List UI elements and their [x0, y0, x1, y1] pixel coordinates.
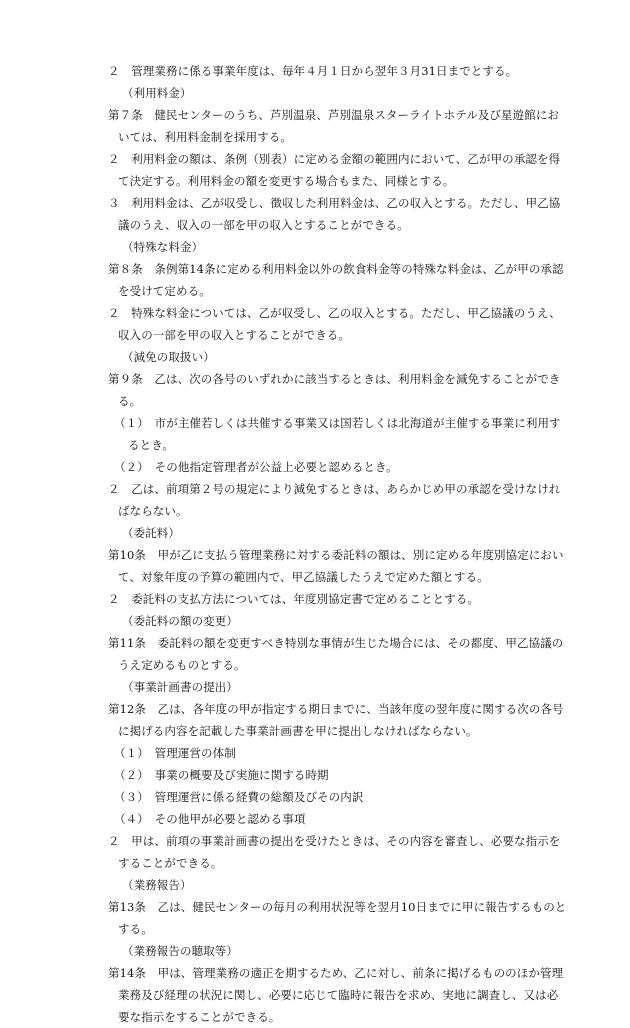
text-line: （２） 事業の概要及び実施に関する時期 [114, 768, 329, 782]
text-line: るとき。 [128, 438, 174, 452]
text-line: 第７条 健民センターのうち、芦別温泉、芦別温泉スターライトホテル及び星遊館にお [108, 108, 560, 122]
text-line: ２ 特殊な料金については、乙が収受し、乙の収入とする。ただし、甲乙協議のうえ、 [108, 306, 561, 320]
text-line: 第８条 条例第14条に定める利用料金以外の飲食料金等の特殊な料金は、乙が甲の承認 [108, 262, 564, 276]
text-line: に掲げる内容を記載した事業計画書を甲に提出しなければならない。 [118, 724, 478, 738]
text-line: ２ 乙は、前項第２号の規定により減免するときは、あらかじめ甲の承認を受けなけれ [108, 482, 561, 496]
text-line: 第12条 乙は、各年度の甲が指定する期日までに、当該年度の翌年度に関する次の各号 [108, 702, 564, 716]
text-line: うえ定めるものとする。 [118, 658, 246, 672]
text-line: ２ 利用料金の額は、条例（別表）に定める金額の範囲内において、乙が甲の承認を得 [108, 152, 561, 166]
text-line: 第10条 甲が乙に支払う管理業務に対する委託料の額は、別に定める年度別協定におい [108, 548, 564, 562]
article-caption: （特殊な料金） [122, 240, 204, 254]
text-line: る。 [118, 394, 142, 408]
text-line: ２ 委託料の支払方法については、年度別協定書で定めることとする。 [108, 592, 479, 606]
article-caption: （事業計画書の提出） [122, 680, 238, 694]
text-line: 業務及び経理の状況に関し、必要に応じて臨時に報告を求め、実地に調査し、又は必 [118, 988, 559, 1002]
text-line: て決定する。利用料金の額を変更する場合もまた、同様とする。 [118, 174, 455, 188]
text-line: 第13条 乙は、健民センターの毎月の利用状況等を翌月10日までに甲に報告するものと [108, 900, 567, 914]
article-caption: （委託料） [122, 526, 180, 540]
text-line: いては、利用料金制を採用する。 [118, 130, 292, 144]
article-caption: （減免の取扱い） [122, 350, 215, 364]
text-line: することができる。 [118, 856, 223, 870]
text-line: （１） 管理運営の体制 [114, 746, 236, 760]
text-line: ばならない。 [118, 504, 188, 518]
article-caption: （利用料金） [122, 86, 192, 100]
text-line: ２ 甲は、前項の事業計画書の提出を受けたときは、その内容を審査し、必要な指示を [108, 834, 561, 848]
text-line: （３） 管理運営に係る経費の総額及びその内訳 [114, 790, 364, 804]
text-line: て、対象年度の予算の範囲内で、甲乙協議したうえで定めた額とする。 [118, 570, 489, 584]
text-line: （２） その他指定管理者が公益上必要と認めるとき。 [114, 460, 398, 474]
text-line: （１） 市が主催若しくは共催する事業又は国若しくは北海道が主催する事業に利用す [114, 416, 561, 430]
text-line: ３ 利用料金は、乙が収受し、徴収した利用料金は、乙の収入とする。ただし、甲乙協 [108, 196, 561, 210]
text-line: する。 [118, 922, 153, 936]
text-line: （４） その他甲が必要と認める事項 [114, 812, 306, 826]
article-caption: （業務報告） [122, 878, 192, 892]
text-line: 第14条 甲は、管理業務の適正を期するため、乙に対し、前条に掲げるもののほか管理 [108, 966, 564, 980]
text-line: 要な指示をすることができる。 [118, 1010, 281, 1024]
text-line: ２ 管理業務に係る事業年度は、毎年４月１日から翌年３月31日までとする。 [108, 64, 518, 78]
text-line: 第11条 委託料の額を変更すべき特別な事情が生じた場合には、その都度、甲乙協議の [108, 636, 564, 650]
article-caption: （委託料の額の変更） [122, 614, 238, 628]
text-line: を受けて定める。 [118, 284, 211, 298]
text-line: 議のうえ、収入の一部を甲の収入とすることができる。 [118, 218, 409, 232]
document-body [108, 60, 578, 1028]
text-line: 収入の一部を甲の収入とすることができる。 [118, 328, 350, 342]
text-line: 第９条 乙は、次の各号のいずれかに該当するときは、利用料金を減免することができ [108, 372, 561, 386]
article-caption: （業務報告の聴取等） [122, 944, 238, 958]
